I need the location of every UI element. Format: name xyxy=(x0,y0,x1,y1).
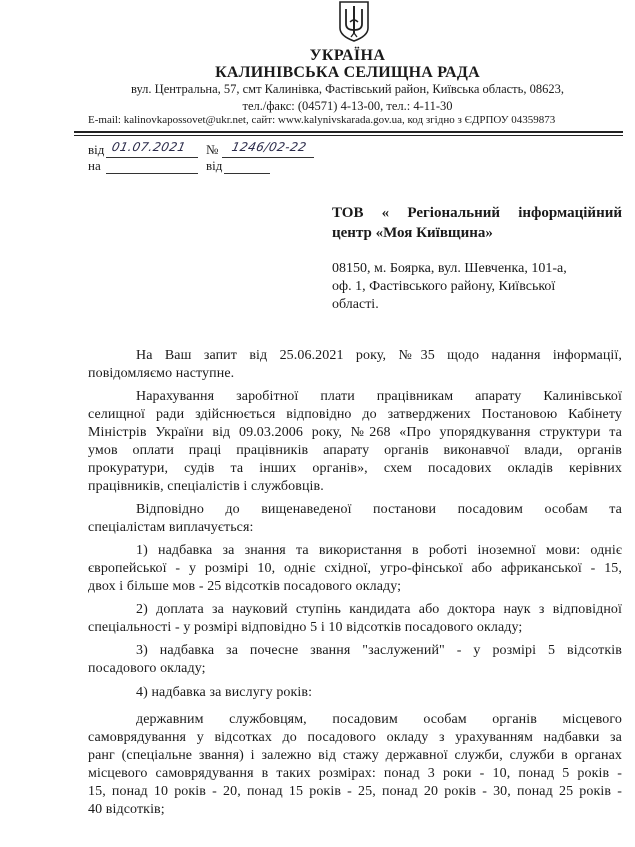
recipient-address-line: області. xyxy=(332,297,379,312)
body-line: державним службовцям, посадовим особам органів місцевого xyxy=(136,712,622,727)
body-line: працівників, спеціалістів і службовців. xyxy=(88,479,324,494)
body-line: європейської - у розмірі 10, одніє східної, угро-фінської або африканської - 15, xyxy=(88,561,622,576)
header-email-line: E-mail: kalinovkapossovet@ukr.net, сайт: www.kalynivskarada.gov.ua, код згідно з ЄДРПОУ 04359873 xyxy=(88,114,556,126)
body-line: На Ваш запит від 25.06.2021 року, №35 щодо надання інформації, xyxy=(136,348,622,363)
ref-number-handwritten: 1246/02-22 xyxy=(230,140,308,154)
ref-number-line xyxy=(222,157,314,158)
ref-from-date-line xyxy=(106,157,198,158)
body-line: 1) надбавка за знання та використання в роботі іноземної мови: одніє xyxy=(136,543,622,558)
header-address: вул. Центральна, 57, смт Калинівка, Фастівський район, Київська область, 08623, xyxy=(131,82,564,96)
body-line: 3) надбавка за почесне звання "заслужений" - у розмірі 5 відсотків xyxy=(136,643,622,658)
body-line: 4) надбавка за вислугу років: xyxy=(136,685,313,700)
body-line: Нарахування заробітної плати працівникам апарату Калинівської xyxy=(136,389,622,404)
body-line: селищної ради здійснюється відповідно до затверджених Постановою Кабінету xyxy=(88,407,622,422)
ref-on-label: на xyxy=(88,158,101,173)
header-phones: тел./факс: (04571) 4-13-00, тел.: 4-11-30 xyxy=(242,99,453,113)
body-line: Міністрів України від 09.03.2006 року, №268 «Про упорядкування структури та xyxy=(88,425,622,440)
header-divider-thin xyxy=(74,135,623,136)
ref-from-date-handwritten: 01.07.2021 xyxy=(110,140,188,154)
body-line: ранг (спеціальне звання) і залежно від стажу державної служби, служби в органах xyxy=(88,748,622,763)
body-line: 40 відсотків; xyxy=(88,802,165,817)
body-line: 15, понад 10 років - 20, понад 15 років - 25, понад 20 років - 30, понад 25 років - xyxy=(88,784,622,799)
header-council-name: КАЛИНІВСЬКА СЕЛИЩНА РАДА xyxy=(215,64,480,81)
body-line: Відповідно до вищенаведеної постанови посадовим особам та xyxy=(136,502,622,517)
header-divider-thick xyxy=(74,131,623,133)
body-line: повідомляємо наступне. xyxy=(88,366,235,381)
ref-number-label: № xyxy=(206,142,219,157)
body-line: місцевого самоврядування в таких розмірах: понад 3 роки - 10, понад 5 років - xyxy=(88,766,622,781)
trident-emblem-icon xyxy=(336,0,372,42)
recipient-address-line: оф. 1, Фастівського району, Київської xyxy=(332,279,556,294)
body-line: двох і більше мов - 25 відсотків посадового окладу; xyxy=(88,579,402,594)
body-line: спеціальності - у розмірі відповідно 5 і 10 відсотків посадового окладу; xyxy=(88,620,523,635)
body-line: умов оплати праці працівників апарату органів виконавчої влади, органів xyxy=(88,443,622,458)
recipient-name-line-1: ТОВ « Регіональний інформаційний xyxy=(332,205,622,221)
ref-date-line xyxy=(224,173,270,174)
recipient-address-line: 08150, м. Боярка, вул. Шевченка, 101-а, xyxy=(332,261,567,276)
body-line: 2) доплата за науковий ступінь кандидата або доктора наук з відповідної xyxy=(136,602,622,617)
body-line: спеціалістам виплачується: xyxy=(88,520,254,535)
body-line: прокуратури, судів та інших органів», схем посадових окладів керівних xyxy=(88,461,622,476)
ref-date-label: від xyxy=(206,158,223,173)
ref-on-line xyxy=(106,173,198,174)
ref-from-label: від xyxy=(88,142,105,157)
recipient-name-line-2: центр «Моя Київщина» xyxy=(332,225,493,241)
body-line: самоврядування у відсотках до посадового окладу з урахуванням надбавки за xyxy=(88,730,622,745)
header-country: УКРАЇНА xyxy=(309,47,386,64)
body-line: посадового окладу; xyxy=(88,661,206,676)
